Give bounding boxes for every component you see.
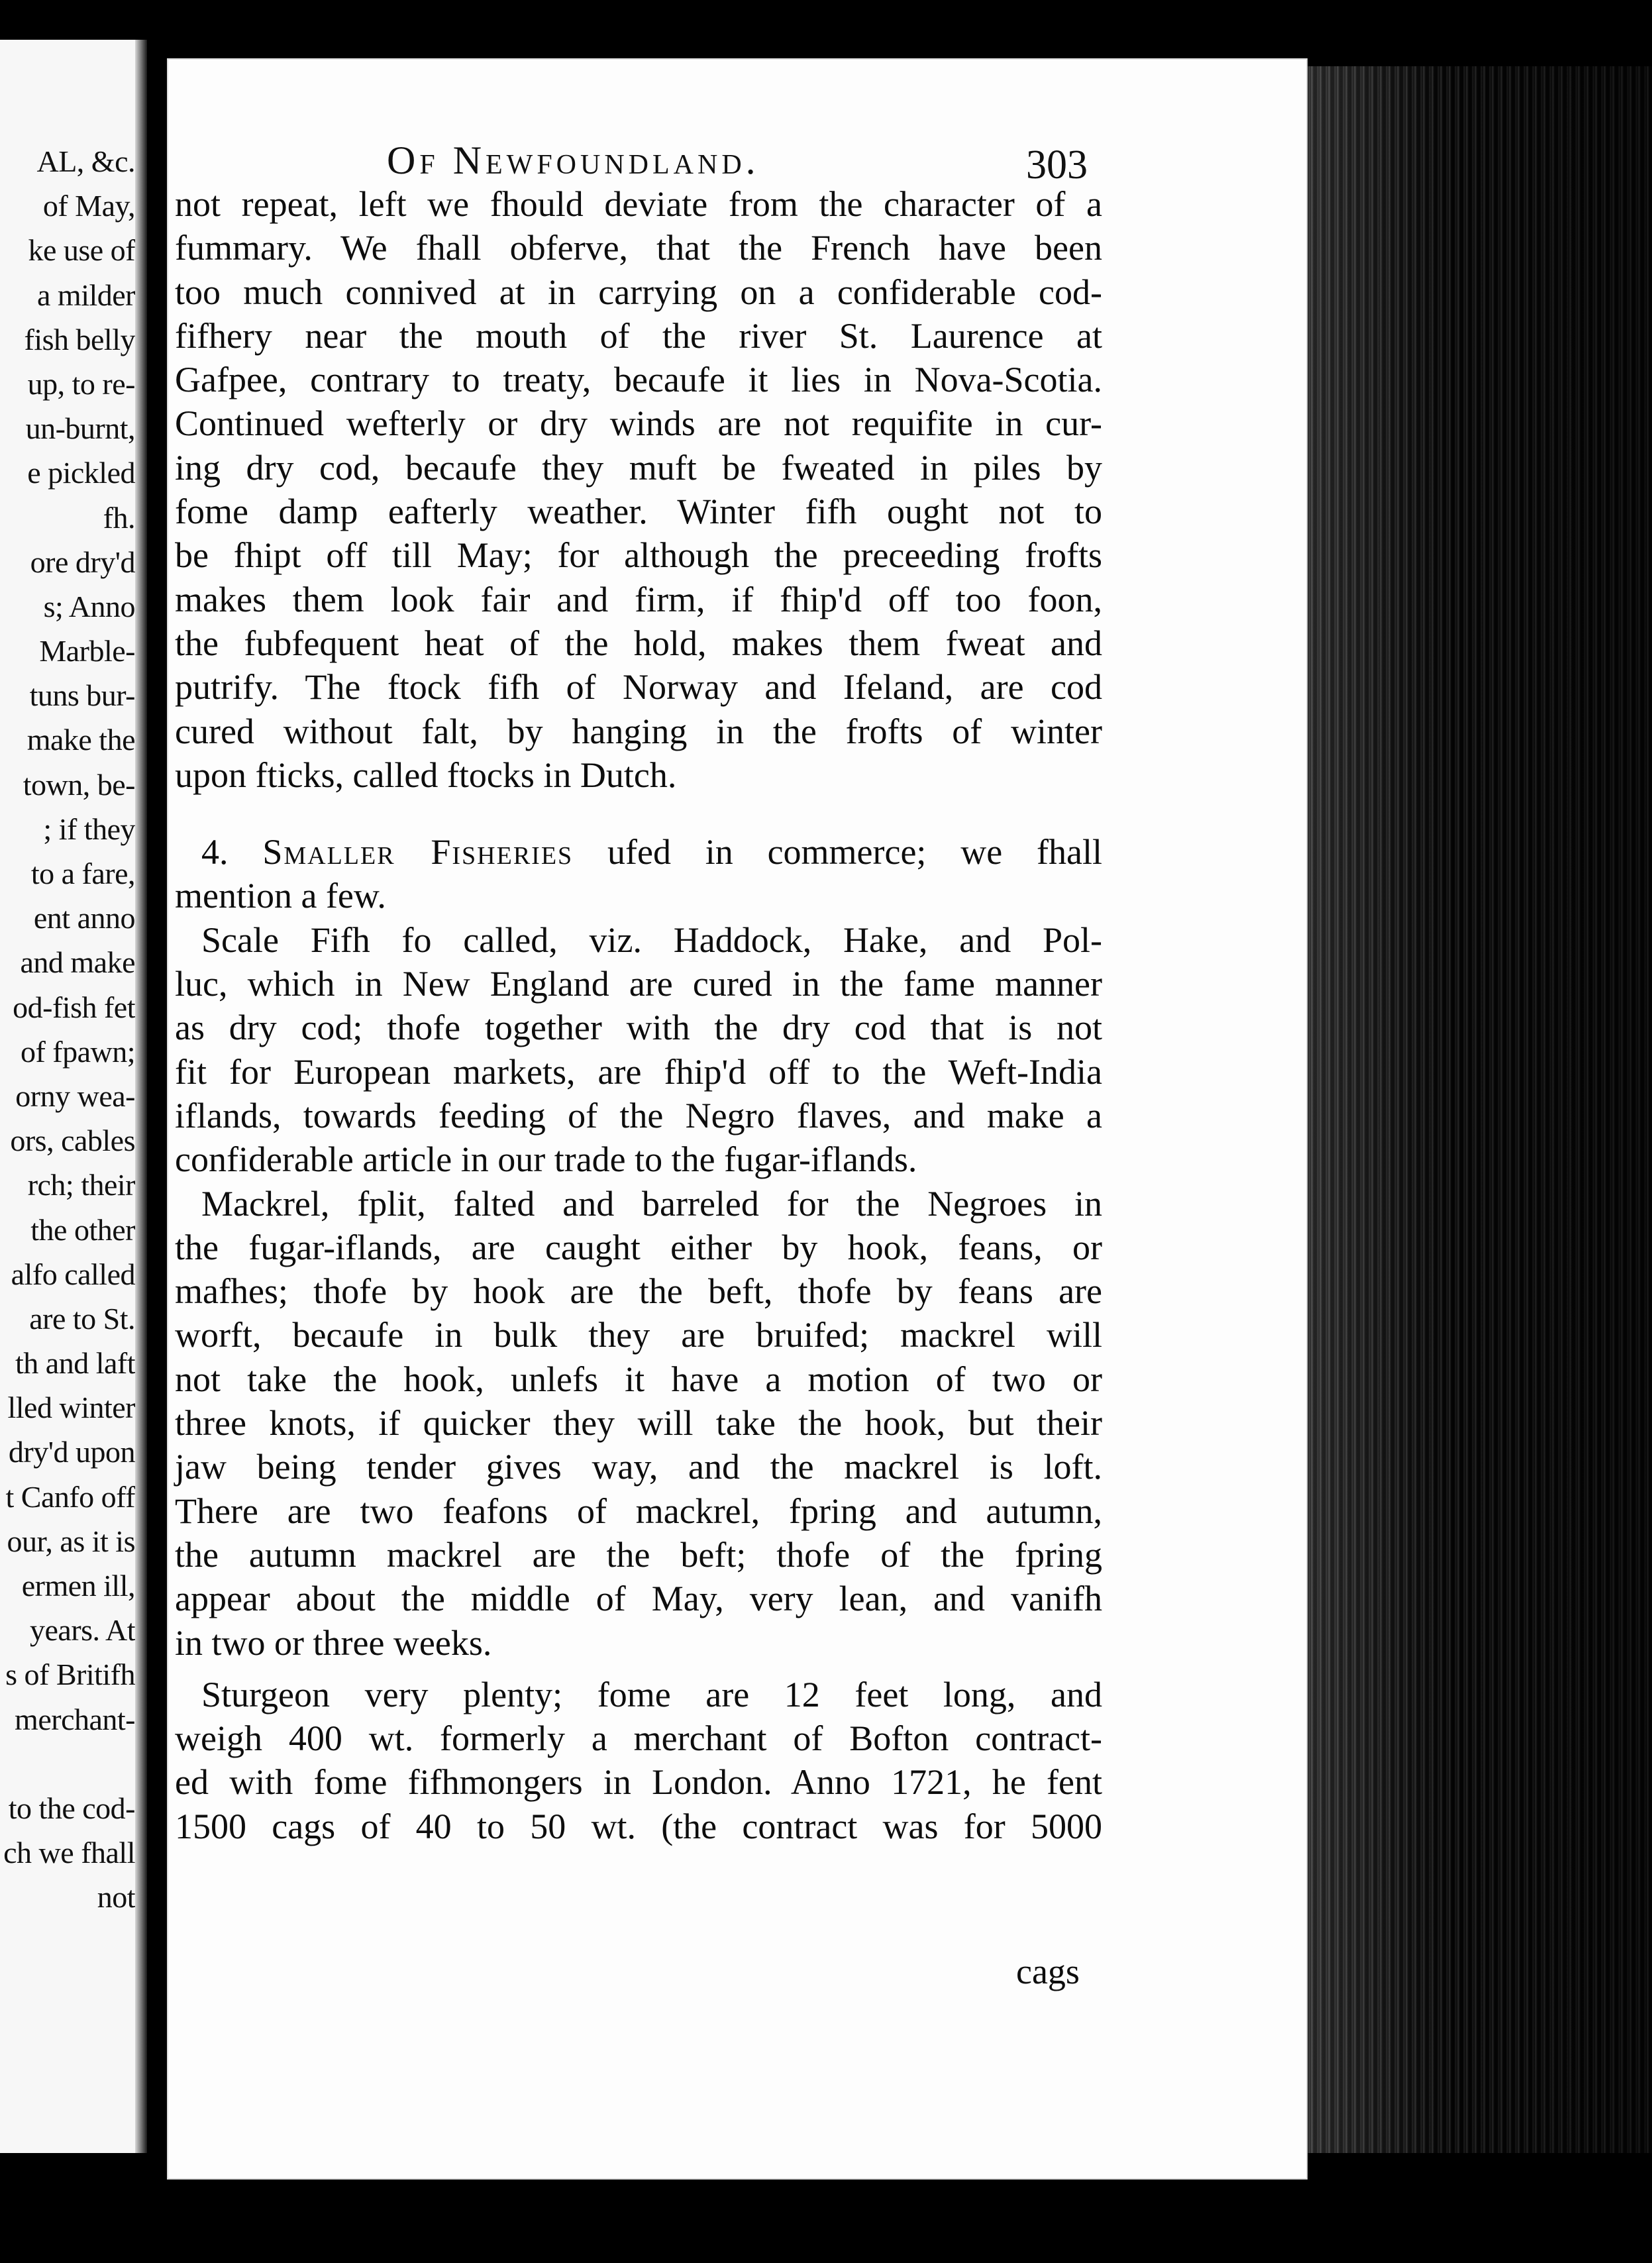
text-line: appear about the middle of May, very lean, and vanifh (175, 1579, 1102, 1619)
previous-page-line: tuns bur- (29, 678, 135, 713)
page-number: 303 (1026, 142, 1088, 187)
paragraph-cod-fishery (175, 182, 1102, 797)
previous-page-line: dry'd upon (8, 1435, 135, 1469)
previous-page-line: AL, &c. (36, 144, 135, 178)
text-line: fummary. We fhall obferve, that the French have been (175, 228, 1102, 268)
previous-page-line: ermen ill, (21, 1569, 135, 1603)
previous-page-line: un-burnt, (25, 411, 135, 446)
text-line: the fubfequent heat of the hold, makes them fweat and (175, 623, 1102, 663)
text-line: too much connived at in carrying on a confiderable cod- (175, 272, 1102, 312)
text-line: worft, becaufe in bulk they are bruifed; mackrel will (175, 1315, 1102, 1355)
previous-page-line: our, as it is (7, 1524, 135, 1558)
section-number: 4. (201, 832, 229, 872)
previous-page-line: t Canfo off (5, 1479, 135, 1514)
text-line: confiderable article in our trade to the fugar-iflands. (175, 1139, 917, 1180)
text-line: Mackrel, fplit, falted and barreled for the Negroes in (201, 1183, 1102, 1224)
text-line: makes them look fair and firm, if fhip'd off too foon, (175, 579, 1102, 619)
text-line: Scale Fifh fo called, viz. Haddock, Hake, and Pol- (201, 920, 1102, 960)
text-line: upon fticks, called ftocks in Dutch. (175, 755, 677, 795)
previous-page-line: od-fish fet (13, 990, 135, 1024)
previous-page-line: to a fare, (30, 857, 135, 890)
section-heading: Smaller Fisheries (262, 832, 574, 872)
text-line: as dry cod; thofe together with the dry cod that is not (175, 1008, 1102, 1048)
text-line: fit for European markets, are fhip'd off to the Weft-India (175, 1051, 1102, 1092)
previous-page-line: a milder (37, 278, 135, 312)
previous-page-line: alfo called (11, 1257, 135, 1291)
text-line: Continued wefterly or dry winds are not requifite in cur- (175, 403, 1102, 444)
text-line: cured without falt, by hanging in the frofts of winter (175, 711, 1102, 751)
body-text (175, 182, 1102, 1848)
previous-page-line: rch; their (27, 1168, 135, 1202)
previous-page-line: fh. (103, 500, 135, 535)
text-line: 1500 cags of 40 to 50 wt. (the contract was for 5000 (175, 1806, 1102, 1846)
previous-page-line: are to St. (29, 1301, 135, 1336)
text-line: be fhipt off till May; for although the preceeding frofts (175, 535, 1102, 576)
text-line: There are two feafons of mackrel, fpring and autumn, (175, 1491, 1102, 1531)
text-line: not repeat, left we fhould deviate from the character of a (175, 184, 1102, 224)
catchword: cags (1016, 1952, 1080, 1991)
previous-page-line: merchant- (15, 1702, 135, 1736)
text-line: not take the hook, unlefs it have a motion of two or (175, 1359, 1102, 1399)
previous-page-line: Marble- (39, 634, 135, 668)
previous-page-line: th and laft (15, 1346, 135, 1381)
text-line: ing dry cod, becaufe they muft be fweated in piles by (175, 447, 1102, 488)
previous-page-line: orny wea- (15, 1079, 135, 1113)
text-line: putrify. The ftock fifh of Norway and Ifeland, are cod (175, 667, 1102, 708)
text-line: Gafpee, contrary to treaty, becaufe it lies in Nova-Scotia. (175, 360, 1102, 400)
section-heading-text: ufed in commerce; we fhall (607, 832, 1102, 872)
previous-page-line: ch we fhall (3, 1836, 135, 1870)
previous-page-line: lled winter (7, 1391, 135, 1425)
section-smaller-fisheries (175, 830, 1102, 918)
text-line: weigh 400 wt. formerly a merchant of Bofton contract- (175, 1718, 1102, 1759)
previous-page-line: years. At (29, 1613, 135, 1648)
previous-page-line: not (97, 1880, 135, 1915)
previous-page-line: and make (20, 945, 135, 980)
paragraph-sturgeon (175, 1673, 1102, 1848)
page-block-shadow (1305, 66, 1652, 2153)
text-line: mafhes; thofe by hook are the beft, thofe by feans are (175, 1271, 1102, 1312)
text-line: iflands, towards feeding of the Negro flaves, and make a (175, 1095, 1102, 1135)
previous-page-line: s; Anno (43, 589, 135, 623)
text-line: three knots, if quicker they will take the hook, but their (175, 1403, 1102, 1444)
text-line: the autumn mackrel are the beft; thofe of the fpring (175, 1534, 1102, 1575)
section-gap (175, 797, 1102, 830)
text-line: ed with fome fifhmongers in London. Anno 1721, he fent (175, 1762, 1102, 1803)
previous-page-line: ke use of (28, 233, 135, 268)
book-page (167, 58, 1308, 2180)
book-gutter (135, 40, 147, 2153)
previous-page-line: ors, cables (10, 1124, 135, 1158)
previous-page-line: of fpawn; (20, 1034, 135, 1069)
previous-page-line: ore dry'd (30, 545, 135, 579)
paragraph-mackrel (175, 1182, 1102, 1665)
previous-page-line: of May, (42, 189, 135, 223)
previous-page-line: town, be- (23, 767, 135, 802)
previous-page-line: s of Britifh (5, 1658, 135, 1692)
text-line: fome damp eafterly weather. Winter fifh ought not to (175, 492, 1102, 532)
text-line: Sturgeon very plenty; fome are 12 feet long, and (201, 1674, 1102, 1714)
previous-page-line: up, to re- (27, 366, 135, 401)
running-head-title: Of Newfoundland. (387, 138, 760, 182)
text-line: in two or three weeks. (175, 1622, 492, 1663)
previous-page-strip (0, 40, 147, 2153)
previous-page-line (0, 1742, 135, 1786)
previous-page-line: to the cod- (8, 1791, 135, 1825)
previous-page-line: ent anno (33, 901, 135, 935)
previous-page-line: e pickled (27, 456, 135, 490)
section-heading-line (175, 830, 1102, 874)
previous-page-line: fish belly (24, 322, 135, 356)
text-line: the fugar-iflands, are caught either by hook, feans, or (175, 1227, 1102, 1267)
previous-page-line: ; if they (43, 812, 135, 846)
previous-page-line-ends (0, 139, 135, 1920)
text-line: fifhery near the mouth of the river St. Laurence at (175, 315, 1102, 356)
text-line: jaw being tender gives way, and the mackrel is loft. (175, 1447, 1102, 1487)
paragraph-scale-fish (175, 918, 1102, 1182)
previous-page-line: the other (30, 1212, 135, 1247)
text-line: luc, which in New England are cured in the fame manner (175, 964, 1102, 1004)
previous-page-line: make the (26, 723, 135, 757)
text-line: mention a few. (175, 876, 386, 916)
